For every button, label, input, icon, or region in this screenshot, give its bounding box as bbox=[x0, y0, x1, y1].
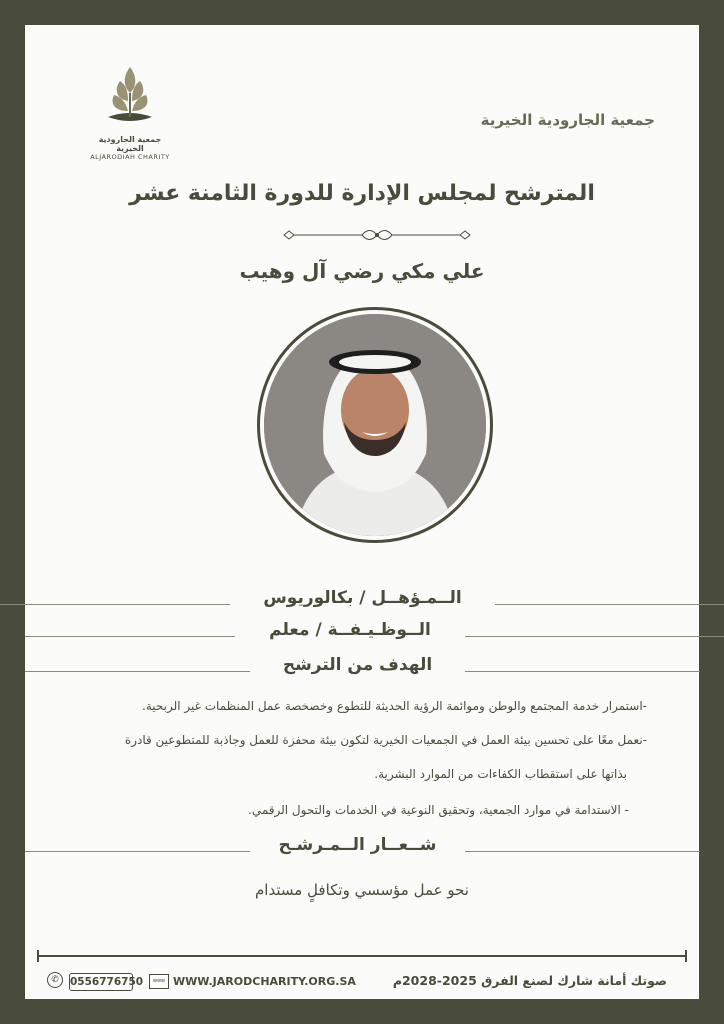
goal-item-1: -استمرار خدمة المجتمع والوطن وموائمة الرؤية الحديثة للتطوع وخصخصة عمل المنظمات غير الربحية. bbox=[142, 699, 647, 713]
divider-line bbox=[25, 851, 250, 852]
goal-item-4: - الاستدامة في موارد الجمعية، وتحقيق النوعية في الخدمات والتحول الرقمي. bbox=[248, 803, 629, 817]
logo-text-en: ALJARODIAH CHARITY bbox=[90, 153, 170, 161]
divider-line bbox=[465, 671, 700, 672]
goal-heading: الهدف من الترشح bbox=[282, 655, 433, 675]
page-title: المترشح لمجلس الإدارة للدورة الثامنة عشر bbox=[129, 181, 595, 206]
organization-name: جمعية الجارودية الخيرية bbox=[480, 111, 655, 129]
flyer-card bbox=[25, 25, 699, 999]
footer-divider-end bbox=[37, 950, 39, 962]
goal-item-3: بذاتها على استقطاب الكفاءات من الموارد البشرية. bbox=[374, 767, 627, 781]
ornament-divider-icon bbox=[282, 228, 472, 242]
footer-divider bbox=[37, 955, 687, 957]
slogan-heading: شــعــار الــمـرشـح bbox=[278, 835, 437, 855]
divider-line bbox=[495, 604, 724, 605]
qualification-label: الــمـؤهــل / بكالوريوس bbox=[263, 588, 462, 608]
footer-divider-end bbox=[685, 950, 687, 962]
browser-icon: www bbox=[149, 974, 169, 989]
divider-line bbox=[0, 604, 230, 605]
divider-line bbox=[465, 851, 700, 852]
charity-logo bbox=[85, 63, 175, 161]
candidate-name: علي مكي رضي آل وهيب bbox=[239, 259, 485, 283]
job-label: الــوظـيـفــة / معلم bbox=[269, 620, 431, 640]
goal-item-2: -نعمل معًا على تحسين بيئة العمل في الجمعيات الخيرية لتكون بيئة محفزة للعمل وجاذبة للمتطوعين قادرة bbox=[124, 733, 647, 747]
divider-line bbox=[25, 671, 250, 672]
phone-number[interactable]: 0556776750 bbox=[69, 973, 133, 991]
candidate-photo bbox=[264, 314, 486, 536]
wheat-logo-icon bbox=[100, 63, 160, 131]
phone-icon: ✆ bbox=[47, 972, 63, 988]
divider-line bbox=[25, 636, 235, 637]
website-link[interactable]: WWW.JARODCHARITY.ORG.SA bbox=[173, 975, 356, 988]
divider-line bbox=[465, 636, 724, 637]
footer-tagline: صوتك أمانة شارك لصنع الفرق 2025-2028م bbox=[392, 973, 667, 988]
person-portrait-icon bbox=[264, 314, 486, 536]
logo-text-ar: جمعية الجارودية الخيرية bbox=[98, 135, 162, 153]
slogan-text: نحو عمل مؤسسي وتكافلٍ مستدام bbox=[255, 881, 469, 899]
